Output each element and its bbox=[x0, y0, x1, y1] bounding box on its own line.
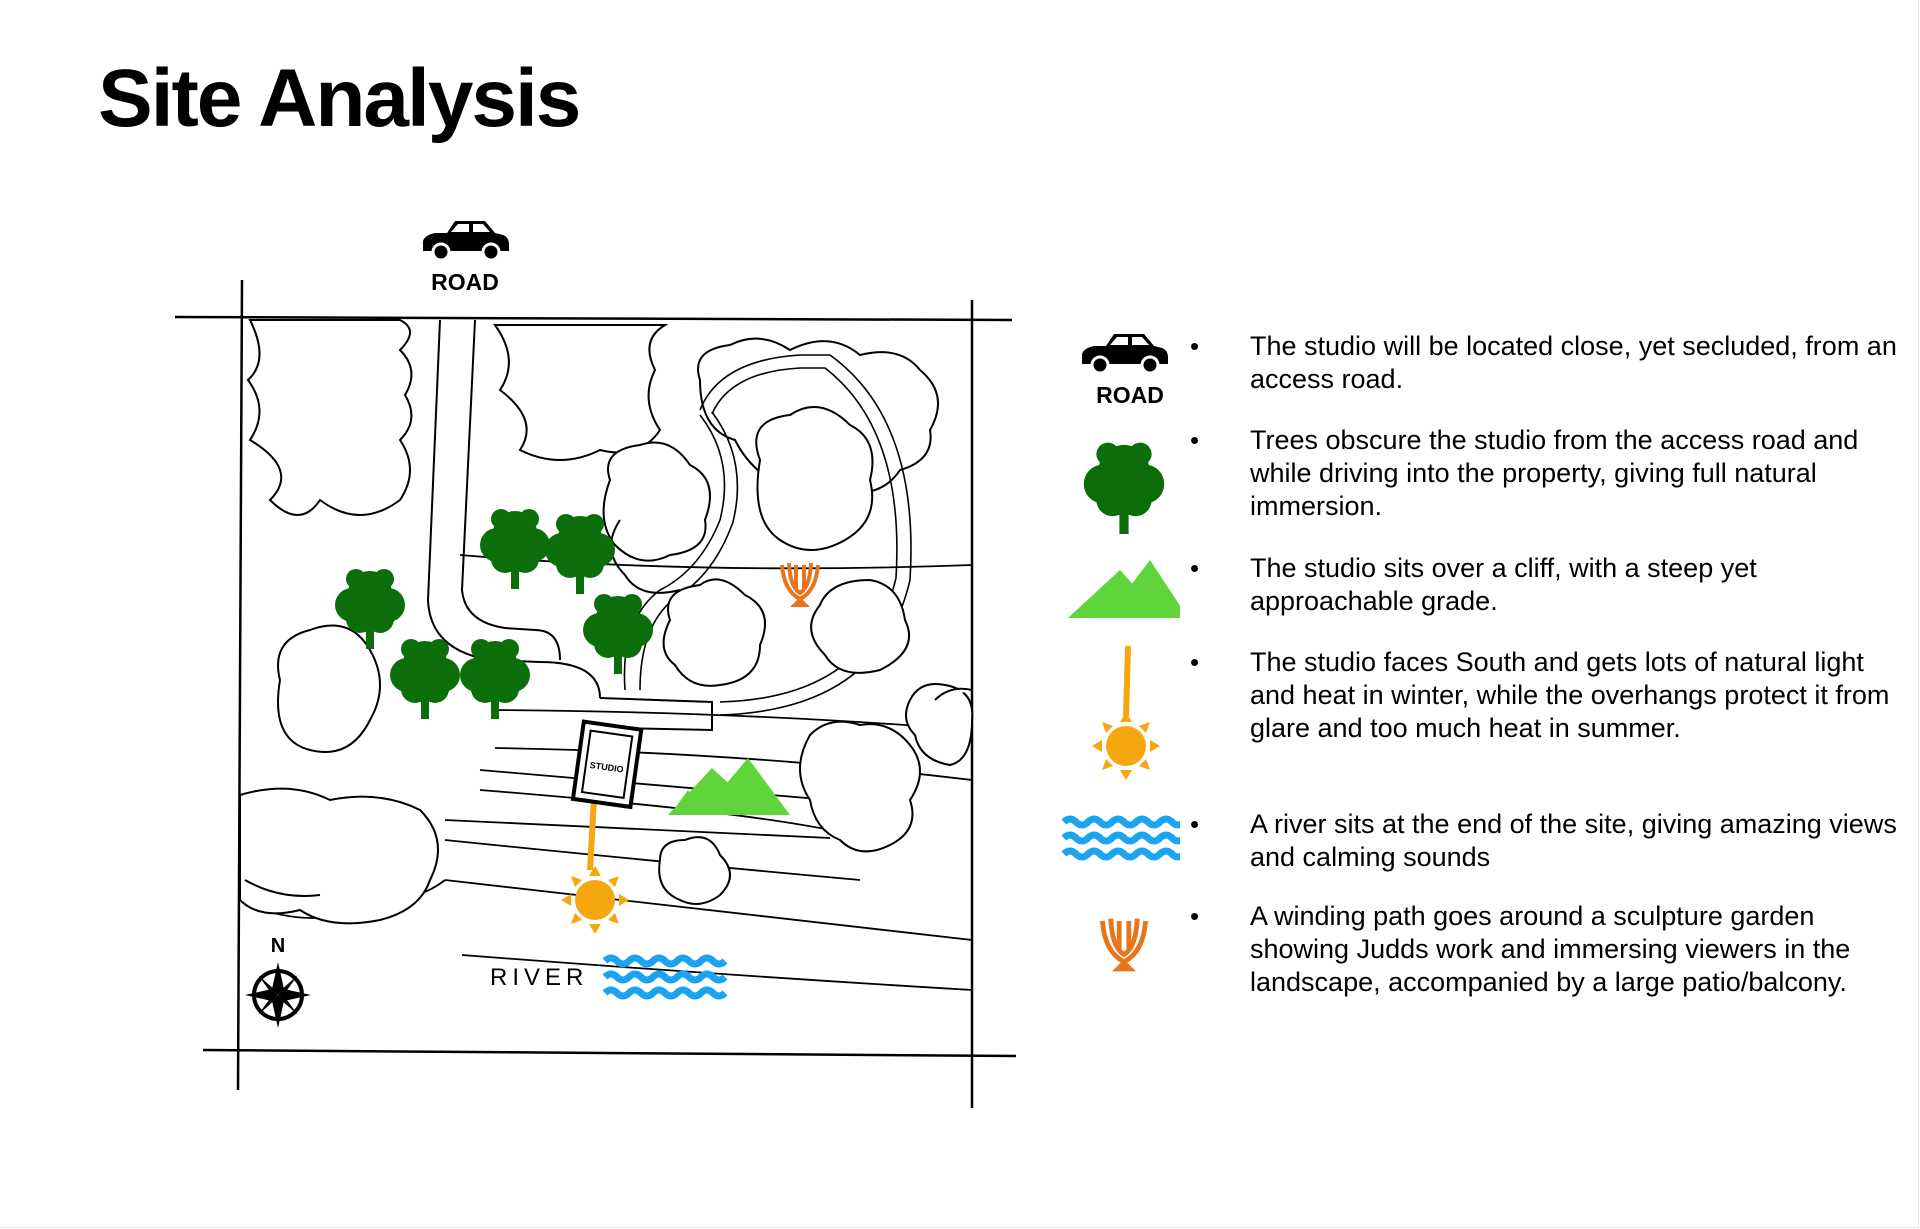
page-title: Site Analysis bbox=[98, 53, 580, 144]
bullet: • bbox=[1190, 553, 1200, 583]
legend-text: Trees obscure the studio from the access road and while driving into the property, giving full natural immersion. bbox=[1250, 425, 1859, 521]
water-waves-icon bbox=[605, 958, 725, 996]
legend-text: The studio will be located close, yet secluded, from an access road. bbox=[1250, 331, 1897, 394]
bullet: • bbox=[1190, 425, 1200, 455]
legend-icon-mountain bbox=[1040, 552, 1180, 627]
sculpture-icon bbox=[1102, 919, 1145, 972]
legend-road-label: ROAD bbox=[1096, 382, 1164, 408]
sun-icon bbox=[1092, 712, 1160, 780]
compass-icon bbox=[245, 935, 311, 1028]
map-road-label: ROAD bbox=[431, 269, 499, 295]
site-map bbox=[160, 215, 1020, 1115]
legend-icon-trees bbox=[1040, 424, 1180, 539]
legend-text: A river sits at the end of the site, giving amazing views and calming sounds bbox=[1250, 809, 1897, 872]
tree-icon bbox=[460, 639, 530, 719]
legend-icon-sculpture bbox=[1040, 900, 1180, 995]
bullet: • bbox=[1190, 331, 1200, 361]
legend-text: The studio faces South and gets lots of natural light and heat in winter, while the overhangs protect it from glare and too much heat in summer. bbox=[1250, 647, 1890, 743]
mountain-icon bbox=[1068, 560, 1180, 618]
tree-icon bbox=[480, 509, 550, 589]
bullet: • bbox=[1190, 901, 1200, 931]
bullet: • bbox=[1190, 647, 1200, 677]
car-icon bbox=[1082, 334, 1168, 373]
river-label: RIVER bbox=[490, 964, 589, 991]
sculpture-icon bbox=[782, 563, 818, 607]
mountain-icon bbox=[668, 758, 790, 815]
studio-building bbox=[573, 722, 641, 807]
water-waves-icon bbox=[1064, 819, 1180, 857]
tree-icon bbox=[390, 639, 460, 719]
north-label: N bbox=[270, 935, 286, 957]
tree-icon bbox=[1084, 443, 1165, 534]
legend-text: The studio sits over a cliff, with a steep yet approachable grade. bbox=[1250, 553, 1757, 616]
studio-label: STUDIO bbox=[589, 759, 625, 775]
legend-icon-sun bbox=[1040, 646, 1180, 791]
bullet: • bbox=[1190, 809, 1200, 839]
legend-text: A winding path goes around a sculpture garden showing Judds work and immersing viewers in the landscape, accompanied by a large patio/balcony. bbox=[1250, 901, 1851, 997]
car-icon bbox=[423, 221, 509, 260]
legend-icon-river bbox=[1040, 808, 1180, 873]
legend-icon-road bbox=[1040, 330, 1180, 415]
